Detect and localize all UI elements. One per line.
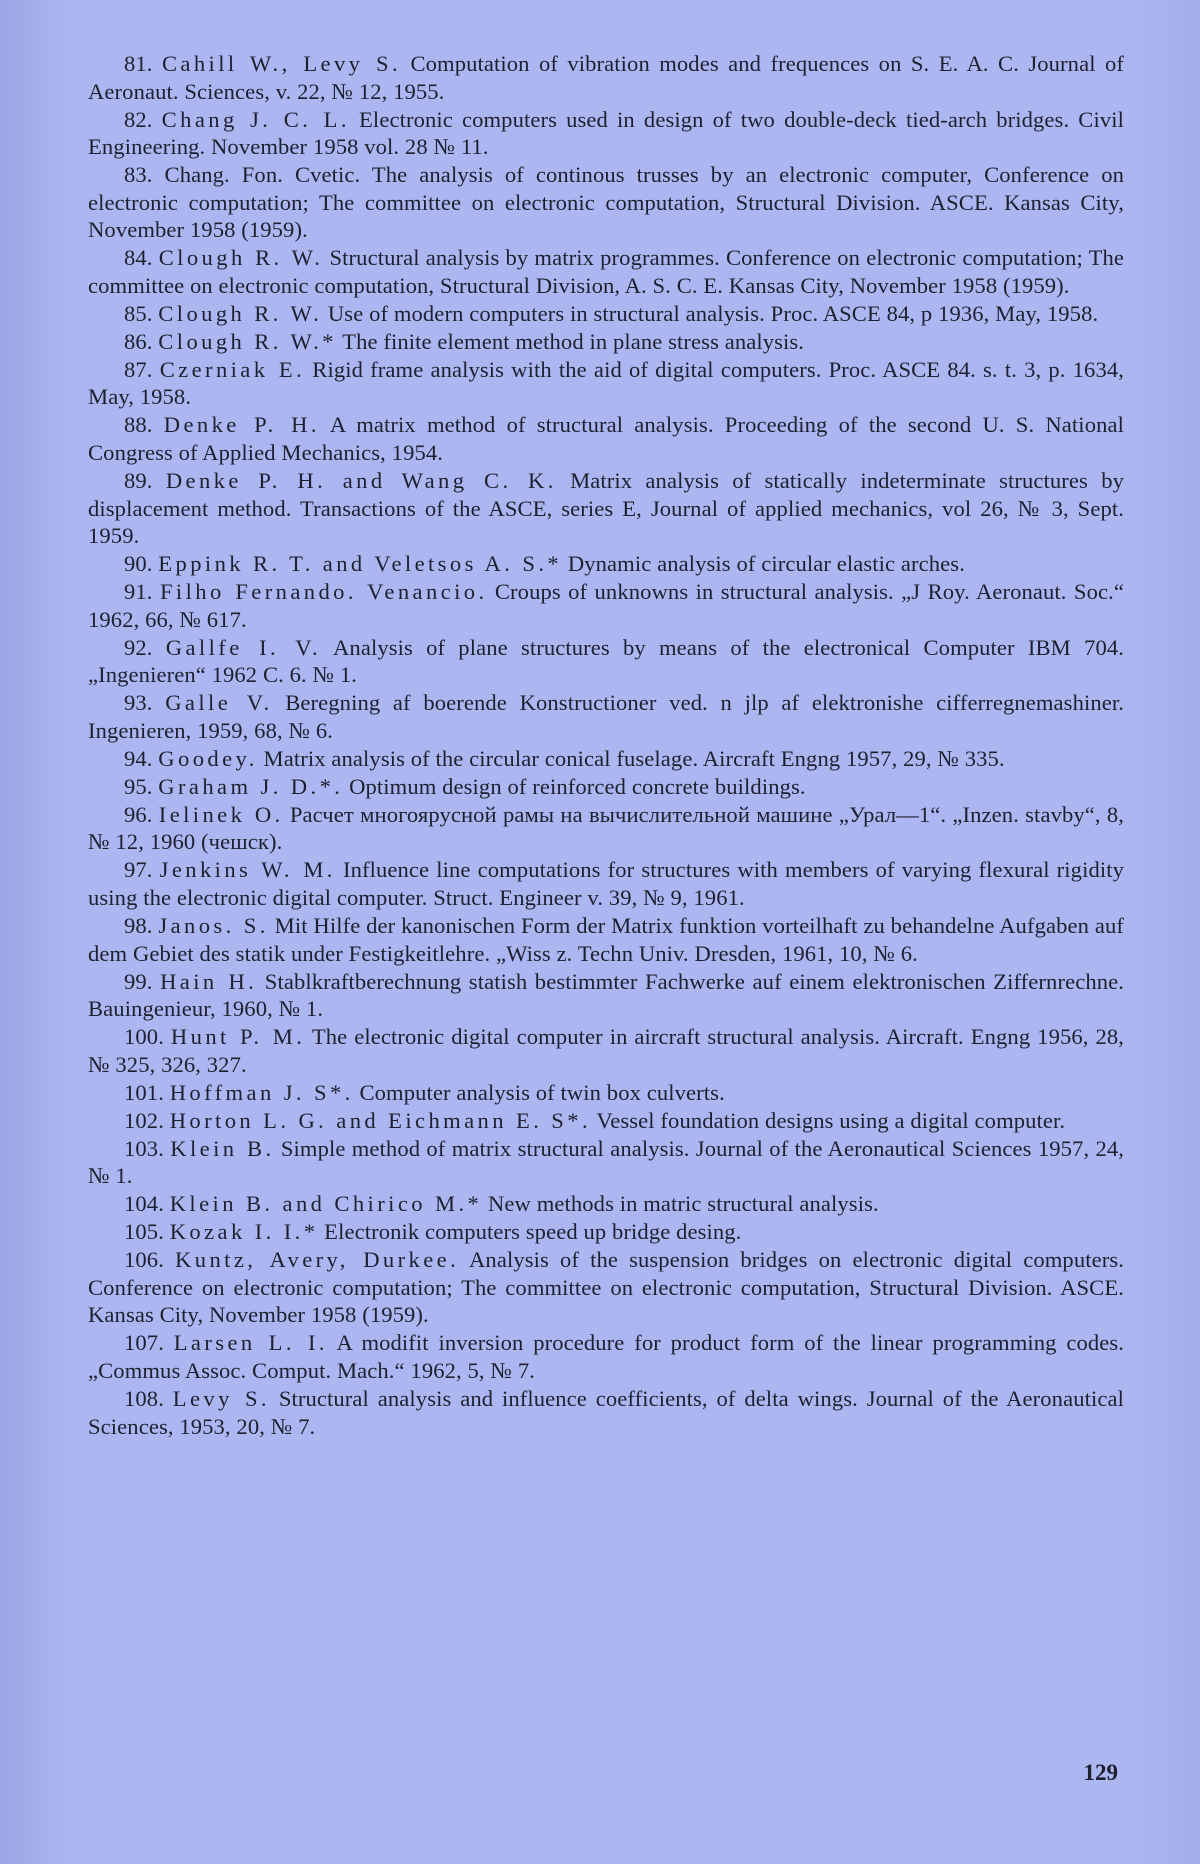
reference-text: Dynamic analysis of circular elastic arches. (562, 551, 965, 577)
reference-author: Gallfe I. V. (165, 634, 322, 660)
reference-author: Ielinek O. (158, 801, 284, 827)
reference-author: Jenkins W. M. (159, 857, 336, 883)
reference-number: 94. (124, 745, 153, 771)
reference-number: 106. (124, 1247, 164, 1273)
reference-number: 100. (124, 1024, 164, 1050)
reference-number: 98. (124, 913, 153, 939)
reference-number: 87. (124, 356, 153, 382)
reference-author: Cahill W., Levy S. (161, 51, 402, 76)
reference-number: 84. (124, 245, 153, 271)
reference-item (88, 1246, 1124, 1329)
reference-number: 82. (124, 106, 153, 132)
reference-author: Clough R. W. (158, 245, 324, 271)
reference-text: Matrix analysis of the circular conical fuselage. Aircraft Engng 1957, 29, № 335. (257, 745, 1005, 771)
reference-author: Graham J. D.*. (158, 773, 344, 799)
reference-text: Analysis of the suspension bridges on electronic digital computers. Conference on electronic computation; The committee on electronic computation, Structural Division. ASCE. Kansas City, November 1958 (1959). (88, 1247, 1124, 1328)
reference-item (88, 1385, 1124, 1440)
reference-author: Denke P. H. and Wang C. K. (165, 468, 557, 494)
reference-text: Vessel foundation designs using a digital computer. (591, 1107, 1066, 1133)
reference-number: 97. (124, 857, 153, 883)
reference-number: 93. (124, 690, 153, 716)
reference-number: 107. (124, 1330, 164, 1356)
reference-author: Filho Fernando. Venancio. (159, 579, 488, 605)
reference-number: 85. (124, 300, 153, 326)
reference-item (88, 856, 1124, 911)
reference-author: Czerniak E. (159, 356, 306, 382)
reference-text: Beregning af boerende Konstructioner ved. n jlp af elektronishe cifferregnemashiner. Ingenieren, 1959, 68, № 6. (88, 690, 1124, 743)
reference-number: 83. (124, 162, 153, 188)
reference-number: 90. (124, 551, 153, 577)
reference-author: Klein B. and Chirico M.* (169, 1191, 483, 1217)
reference-item (88, 1107, 1124, 1135)
reference-text: Chang. Fon. Cvetic. The analysis of continous trusses by an electronic computer, Conference on electronic computation; The committee on electronic computation, Structural Division. ASCE. Kansas City, November 1958 (1959). (88, 162, 1125, 243)
reference-item (88, 1190, 1124, 1218)
reference-text: Matrix analysis of statically indeterminate structures by displacement method. Transactions of the ASCE, series E, Journal of applied mechanics, vol 26, № 3, Sept. 1959. (88, 468, 1124, 549)
reference-author: Eppink R. T. and Veletsos A. S.* (158, 551, 563, 577)
reference-number: 81. (124, 51, 153, 76)
reference-text: Croups of unknowns in structural analysis. „J Roy. Aeronaut. Soc.“ 1962, 66, № 617. (88, 579, 1125, 632)
reference-number: 101. (124, 1079, 164, 1105)
reference-text: Optimum design of reinforced concrete buildings. (343, 773, 806, 799)
reference-item (88, 578, 1124, 633)
reference-item (88, 801, 1124, 856)
reference-number: 99. (124, 968, 153, 994)
reference-item (88, 689, 1124, 744)
reference-text: Computation of vibration modes and frequences on S. E. A. C. Journal of Aeronaut. Sciences, v. 22, № 12, 1955. (88, 51, 1125, 104)
reference-item (88, 550, 1124, 578)
reference-number: 103. (124, 1135, 164, 1161)
reference-text: Structural analysis by matrix programmes. Conference on electronic computation; The committee on electronic computation, Structural Division, A. S. C. E. Kansas City, November 1958 (1959). (88, 245, 1125, 298)
reference-item (88, 912, 1124, 967)
reference-item (88, 634, 1124, 689)
reference-author: Kozak I. I.* (169, 1219, 319, 1245)
reference-author: Goodey. (158, 745, 258, 771)
reference-text: Stablkraftberechnung statish bestimmter Fachwerke auf einem elektronischen Ziffernrechne. Bauingenieur, 1960, № 1. (88, 968, 1124, 1022)
page-number: 129 (1083, 1760, 1118, 1785)
reference-text: Influence line computations for structures with members of varying flexural rigidity using the electronic digital computer. Struct. Engineer v. 39, № 9, 1961. (88, 857, 1124, 911)
reference-text: Mit Hilfe der kanonischen Form der Matrix funktion vorteilhaft zu behandelne Aufgaben auf dem Gebiet des statik under Festigkeitlehre. „Wiss z. Techn Univ. Dresden, 1961, 10, № 6. (88, 913, 1125, 966)
reference-item (88, 745, 1124, 773)
reference-item (88, 1079, 1124, 1107)
reference-item (88, 106, 1124, 161)
reference-number: 105. (124, 1219, 164, 1245)
reference-number: 89. (124, 468, 153, 494)
reference-author: Clough R. W. (158, 300, 323, 326)
reference-item (88, 161, 1124, 244)
reference-text: Simple method of matrix structural analysis. Journal of the Aeronautical Sciences 1957, 24, № 1. (88, 1135, 1125, 1189)
reference-item (88, 244, 1124, 299)
reference-author: Galle V. (165, 690, 273, 716)
reference-text: Расчет многоярусной рамы на вычислительной машине „Урал—1“. „Inzen. stavby“, 8, № 12, 1960 (чешск). (88, 801, 1125, 855)
reference-author: Clough R. W.* (158, 328, 337, 354)
reference-text: The finite element method in plane stress analysis. (336, 328, 805, 354)
reference-item (88, 356, 1124, 411)
reference-author: Janos. S. (158, 913, 269, 939)
reference-number: 102. (124, 1107, 164, 1133)
reference-text: Electronic computers used in design of two double-deck tied-arch bridges. Civil Engineering. November 1958 vol. 28 № 11. (88, 106, 1125, 160)
reference-item (88, 968, 1124, 1023)
reference-number: 86. (124, 328, 153, 354)
reference-number: 88. (124, 412, 153, 438)
reference-author: Hunt P. M. (170, 1024, 306, 1050)
reference-number: 91. (124, 579, 153, 605)
reference-item (88, 411, 1124, 466)
reference-text: Computer analysis of twin box culverts. (353, 1079, 725, 1105)
reference-author: Larsen L. I. (173, 1330, 328, 1356)
reference-number: 92. (124, 634, 153, 660)
reference-number: 104. (124, 1191, 164, 1217)
reference-item (88, 467, 1124, 550)
reference-author: Hoffman J. S*. (169, 1079, 354, 1105)
reference-text: Use of modern computers in structural analysis. Proc. ASCE 84, p 1936, May, 1958. (322, 300, 1099, 326)
reference-item (88, 1218, 1124, 1246)
reference-author: Levy S. (172, 1386, 270, 1412)
reference-author: Hain H. (160, 968, 258, 994)
reference-text: A matrix method of structural analysis. Proceeding of the second U. S. National Congress of Applied Mechanics, 1954. (88, 412, 1124, 466)
reference-text: Structural analysis and influence coefficients, of delta wings. Journal of the Aeronautical Sciences, 1953, 20, № 7. (88, 1386, 1124, 1439)
reference-item (88, 1135, 1124, 1190)
reference-text: A modifit inversion procedure for product form of the linear programming codes. „Commus Assoc. Comput. Mach.“ 1962, 5, № 7. (88, 1330, 1125, 1384)
reference-text: Analysis of plane structures by means of the electronical Computer IBM 704. „Ingenieren“ 1962 C. 6. № 1. (88, 634, 1124, 688)
reference-item (88, 300, 1124, 328)
reference-number: 108. (124, 1386, 164, 1412)
reference-text: New methods in matric structural analysis. (482, 1191, 879, 1217)
reference-item (88, 773, 1124, 801)
reference-text: Rigid frame analysis with the aid of digital computers. Proc. ASCE 84. s. t. 3, p. 1634, May, 1958. (88, 356, 1124, 410)
reference-number: 96. (124, 801, 153, 827)
reference-author: Kuntz, Avery, Durkee. (175, 1247, 460, 1273)
reference-number: 95. (124, 773, 153, 799)
reference-item (88, 1023, 1124, 1078)
reference-author: Chang J. C. L. (161, 106, 350, 132)
reference-item (88, 328, 1124, 356)
reference-text: The electronic digital computer in aircraft structural analysis. Aircraft. Engng 1956, 28, № 325, 326, 327. (88, 1024, 1125, 1077)
reference-list (88, 50, 1124, 1441)
reference-item (88, 1329, 1124, 1384)
reference-item (88, 50, 1124, 105)
reference-text: Electronik computers speed up bridge desing. (318, 1219, 742, 1245)
reference-author: Denke P. H. (163, 412, 320, 438)
reference-author: Klein B. (170, 1135, 275, 1161)
reference-author: Horton L. G. and Eichmann E. S*. (169, 1107, 591, 1133)
